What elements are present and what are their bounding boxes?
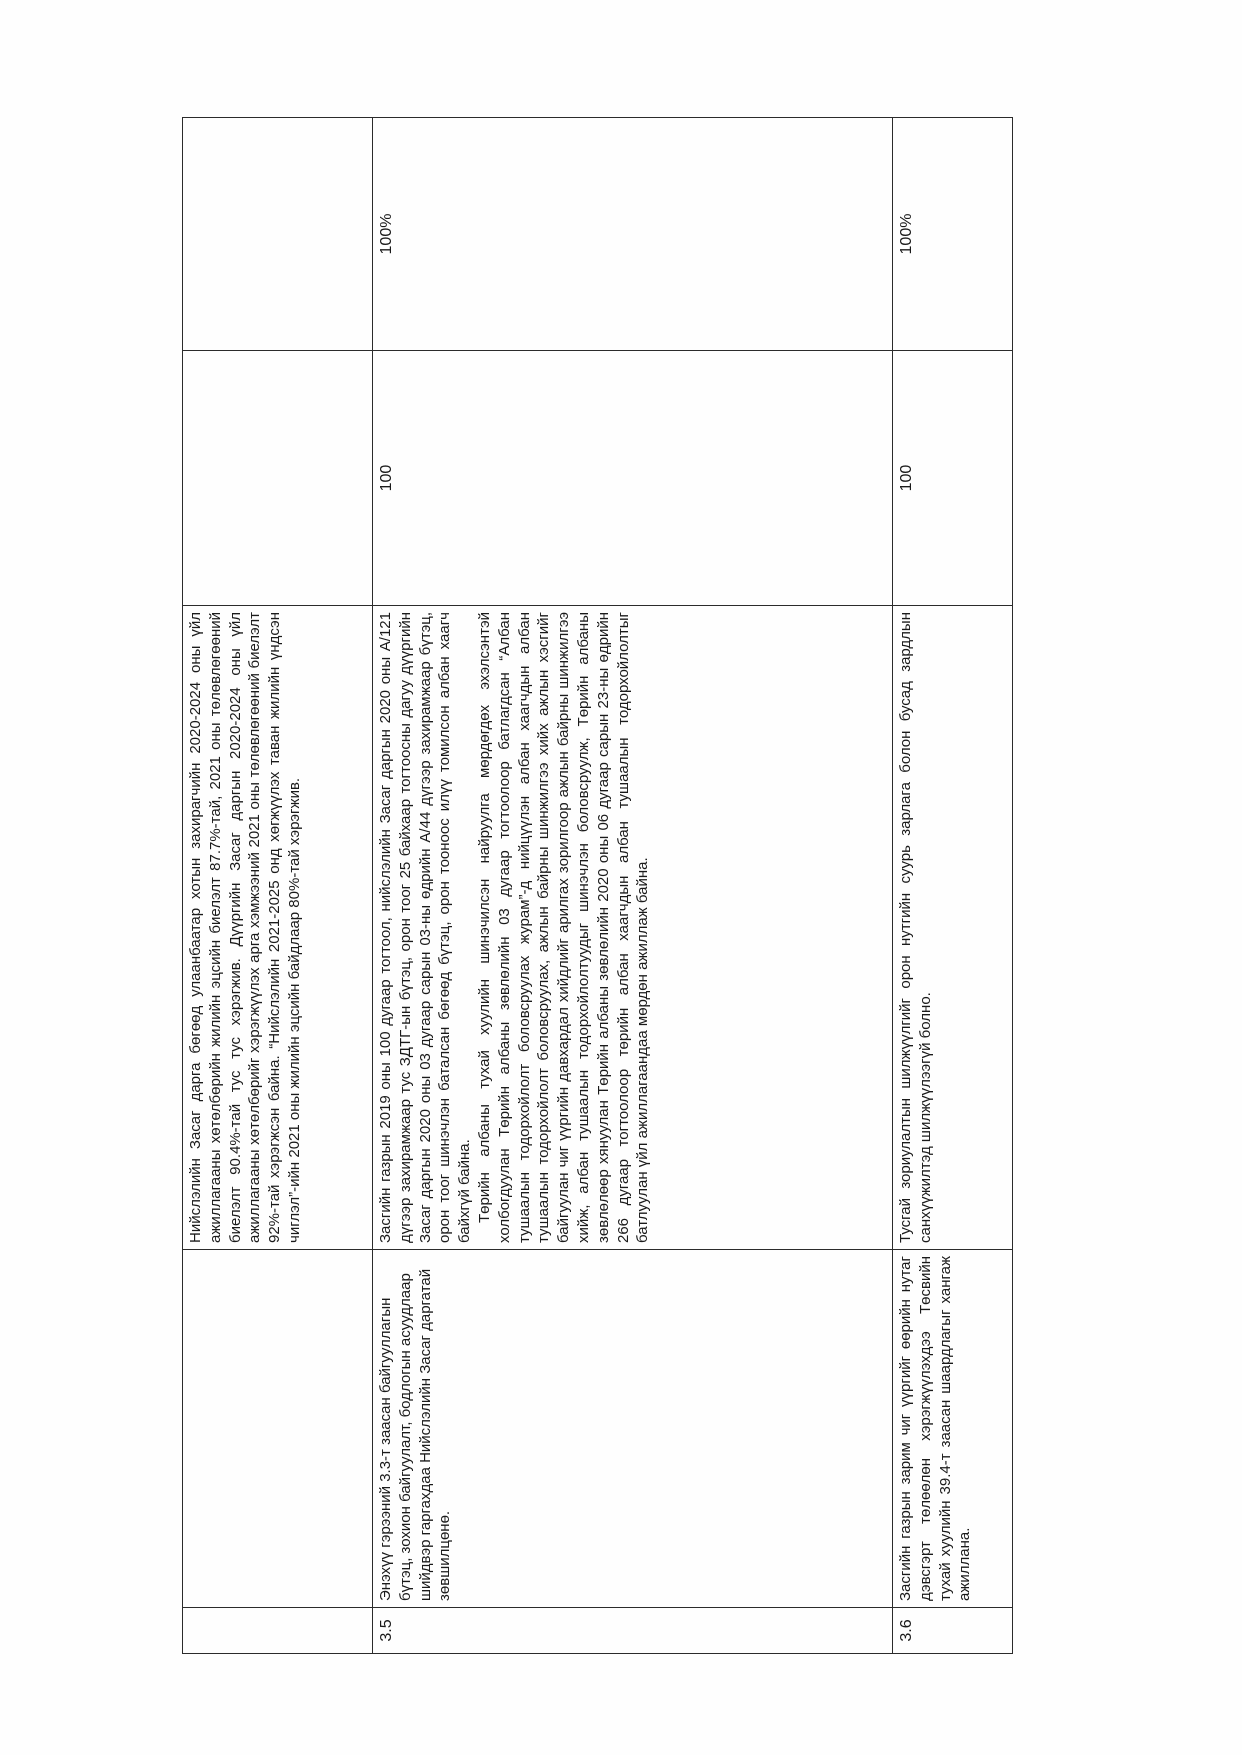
percent-cell <box>183 118 373 351</box>
percent-cell: 100% <box>373 118 893 351</box>
rotated-table-container <box>182 118 1012 1654</box>
report-cell: Нийслэлийн Засаг дарга бөгөөд улаанбаатар хотын захирагчийн 2020-2024 оны үйл ажиллагааны хөтөлбөрийн жилийн эцсийн биелэлт 87.7%-тай, 2021 оны төлөвлөгөөний биелэлт 90.4%-тай тус тус хэрэгжив. Дүүргийн Засаг даргын 2020-2024 оны үйл ажиллагааны хөтөлбөрийг хэрэгжүүлэх арга хэмжээний 2021 оны төлөвлөгөөний биелэлт 92%-тай хэрэгжсэн байна. “Нийслэлийн 2021-2025 онд хөгжүүлэх таван жилийн үндсэн чиглэл”-ийн 2021 оны жилийн эцсийн байдлаар 80%-тай хэрэгжив. <box>183 606 373 1250</box>
score-cell <box>183 351 373 606</box>
report-cell <box>373 606 893 1250</box>
task-cell: Энэхүү гэрээний 3.3-т заасан байгууллагын бүтэц, зохион байгуулалт, бодлогын асуудлаар шийдвэр гаргахдаа Нийслэлийн Засаг даргатай зөвшилцөнө. <box>373 1250 893 1608</box>
percent-cell: 100% <box>893 118 1013 351</box>
report-paragraph: Засгийн газрын 2019 оны 100 дугаар тогтоол, нийслэлийн Засаг даргын 2020 оны А/121 дүгээр захирамжаар тус ЗДТГ-ын бүтэц, орон тоог 25 байхаар тогтоосны дагуу дүүргийн Засаг даргын 2020 оны 03 дугаар сарын 03-ны өдрийн А/44 дүгээр захирамжаар бүтэц, орон тоог шинэчлэн баталсан бөгөөд бүтэц, орон тооноос илүү томилсон албан хаагч байхгүй байна. <box>377 612 474 1243</box>
report-paragraph: Төрийн албаны тухай хуулийн шинэчилсэн найруулга мөрдөгдөх эхэлсэнтэй холбогдуулан Төрийн албаны зөвлөлийн 03 дугаар тогтоолоор батлагдсан “Албан тушаалын тодорхойлолт боловсруулах журам”-д нийцүүлэн албан хаагчдын албан тушаалын тодорхойлолт боловсруулах, ажлын байрны шинжилгээ хийх ажлын хэсгийг байгуулан чиг үүргийн давхардал хийдлийг арилгах зорилгоор ажлын байрны шинжилгээ хийж, албан тушаалын тодорхойлолтуудыг шинэчлэн боловсруулж, Төрийн албаны зөвлөлөөр хянуулан Төрийн албаны зөвлөлийн 2020 оны 06 дугаар сарын 23-ны өдрийн 266 дугаар тогтоолоор төрийн албан хаагчдын албан тушаалын тодорхойлолтыг батлуулан үйл ажиллагаандаа мөрдөн ажиллаж байна. <box>475 612 652 1243</box>
report-cell: Тусгай зориулалтын шилжүүлгийг орон нутгийн суурь зарлага болон бусад зардлын санхүүжилтэд шилжүүлээгүй болно. <box>893 606 1013 1250</box>
report-table <box>182 117 1013 1654</box>
table-row <box>373 118 893 1654</box>
table-row <box>183 118 373 1654</box>
row-number <box>183 1608 373 1654</box>
row-number: 3.6 <box>893 1608 1013 1654</box>
row-number: 3.5 <box>373 1608 893 1654</box>
table-row <box>893 118 1013 1654</box>
task-cell <box>183 1250 373 1608</box>
score-cell: 100 <box>373 351 893 606</box>
task-cell: Засгийн газрын зарим чиг үүргийг өөрийн нутаг дэвсгэрт төлөөлөн хэрэгжүүлэхдээ Төсвийн тухай хуулийн 39.4-т заасан шаардлагыг хангаж ажиллана. <box>893 1250 1013 1608</box>
score-cell: 100 <box>893 351 1013 606</box>
